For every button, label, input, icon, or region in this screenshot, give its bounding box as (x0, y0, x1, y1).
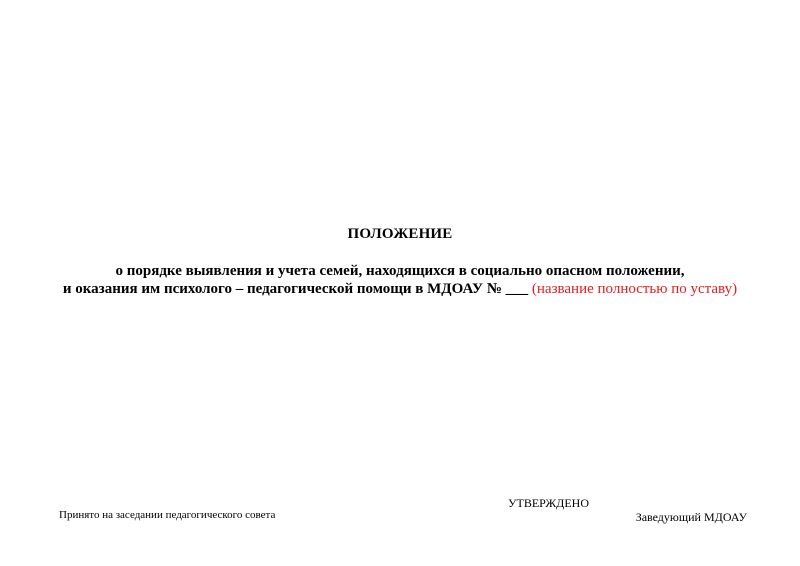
subtitle-line-1: о порядке выявления и учета семей, находящихся в социально опасном положении, (115, 263, 685, 279)
document-title: ПОЛОЖЕНИЕ (347, 226, 453, 242)
document-subtitle (0, 262, 800, 298)
accepted-label: Принято на заседании педагогического совета (59, 509, 276, 521)
approved-label: УТВЕРЖДЕНО (508, 496, 590, 510)
head-label: Заведующий МДОАУ (635, 510, 747, 524)
subtitle-line-2-wrapper (0, 280, 800, 298)
subtitle-line-2: и оказания им психолого – педагогической помощи в МДОАУ № ___ (62, 281, 532, 297)
subtitle-note: (название полностью по уставу) (531, 281, 738, 297)
